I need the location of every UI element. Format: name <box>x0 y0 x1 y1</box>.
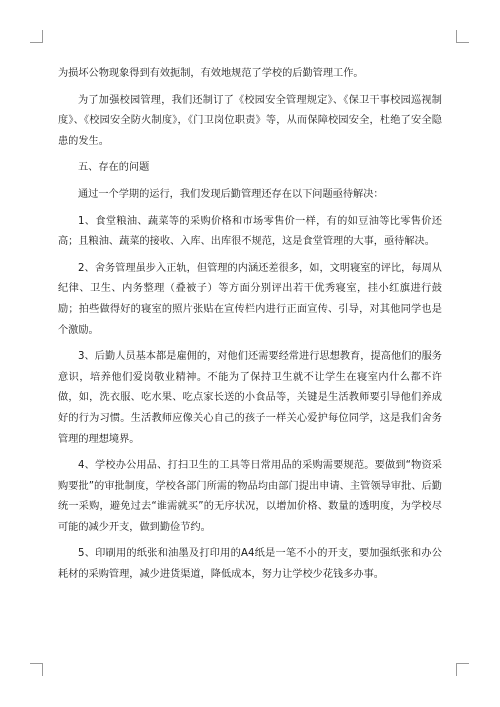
section-heading-problems: 五、存在的问题 <box>78 162 150 174</box>
paragraph-item-4: 4、学校办公用品、打扫卫生的工具等日常用品的采购需要规范。要做到“物资采购要批”的审批制度，学校各部门所需的物品均由部门提出申请、主管领导审批、后勤统一采购，避免过去“谁需就买”的无序状况，以增加价格、数量的透明度，为学校尽可能的减少开支，做到勤俭节约。 <box>58 460 442 533</box>
crop-mark-top-left <box>30 30 43 43</box>
paragraph-continuation: 为损坏公物现象得到有效扼制，有效地规范了学校的后勤管理工作。 <box>58 68 364 79</box>
paragraph-item-5: 5、印刷用的纸张和油墨及打印用的A4纸是一笔不小的开支，要加强纸张和办公耗材的采购管理，减少进货渠道，降低成本，努力让学校少花钱多办事。 <box>58 548 442 581</box>
paragraph-item-2: 2、舍务管理虽步入正轨，但管理的内涵还差很多，如，文明寝室的评比，每周从纪律、卫生、内务整理（叠被子）等方面分别评出若干优秀寝室，挂小红旗进行鼓励；拍些做得好的寝室的照片张贴在宣传栏内进行正面宣传、引导，对其他同学也是个激励。 <box>58 262 442 336</box>
document-body <box>58 64 442 592</box>
crop-mark-bottom-left <box>30 663 43 676</box>
crop-mark-bottom-right <box>456 663 469 676</box>
crop-mark-top-right <box>456 30 469 43</box>
paragraph-item-1: 1、食堂粮油、蔬菜等的采购价格和市场零售价一样，有的如豆油等比零售价还高；且粮油、蔬菜的接收、入库、出库很不规范，这是食堂管理的大事，亟待解决。 <box>58 215 442 248</box>
paragraph-campus-management: 为了加强校园管理，我们还制订了《校园安全管理规定》、《保卫干事校园巡视制度》、《校园安全防火制度》，《门卫岗位职责》等，从而保障校园安全，杜绝了安全隐患的发生。 <box>58 94 442 147</box>
paragraph-item-3: 3、后勤人员基本都是雇佣的，对他们还需要经常进行思想教育，提高他们的服务意识，培养他们爱岗敬业精神。不能为了保持卫生就不让学生在寝室内什么都不许做，如，洗衣服、吃水果、吃点家长送的小食品等，关键是生活教师要引导他们养成好的行为习惯。生活教师应像关心自己的孩子一样关心爱护每位同学，这是我们舍务管理的理想境界。 <box>58 351 442 445</box>
paragraph-intro-problems: 通过一个学期的运行，我们发现后勤管理还存在以下问题亟待解决： <box>78 188 384 200</box>
